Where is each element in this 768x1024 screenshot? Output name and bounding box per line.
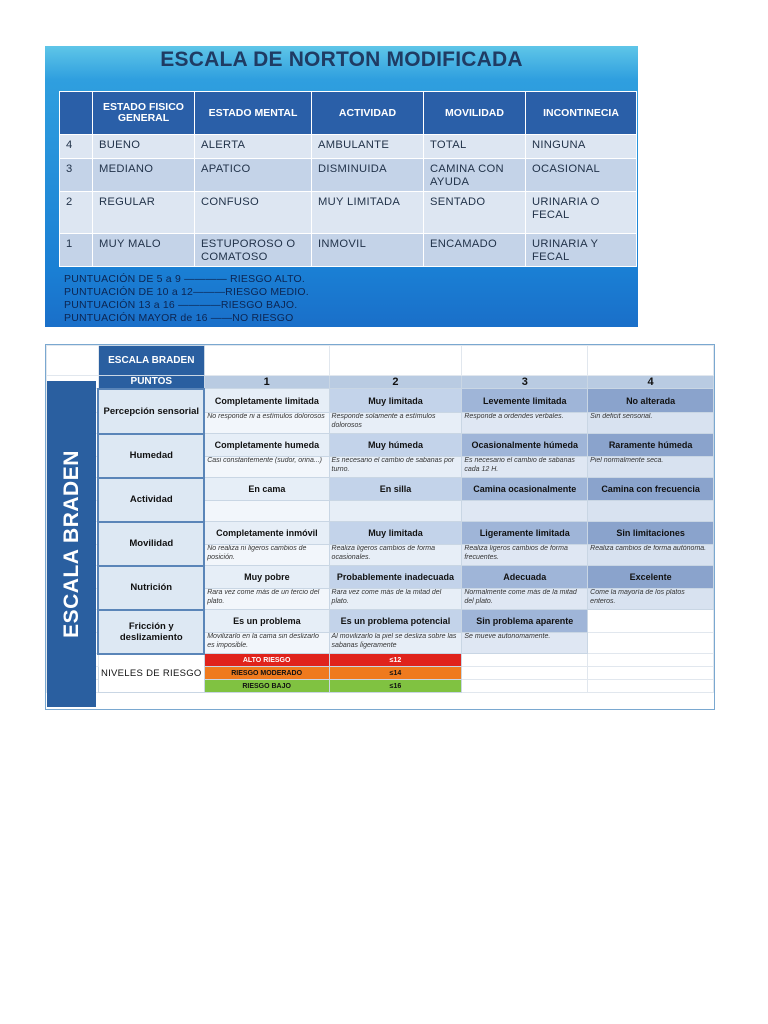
desc-cell: Es necesario el cambio de sabanas cada 12 H. [462, 457, 588, 478]
risk-level-name: ALTO RIESGO [204, 654, 329, 667]
norton-cell: ALERTA [195, 135, 312, 159]
level-cell: Camina con frecuencia [588, 478, 714, 501]
desc-cell: Casi constantemente (sudor, orina...) [204, 457, 329, 478]
point-1: 1 [204, 376, 329, 389]
level-cell: Completamente inmóvil [204, 522, 329, 545]
braden-side-banner [47, 381, 96, 707]
risk-level-name: RIESGO BAJO [204, 680, 329, 693]
row-label: Nutrición [98, 566, 204, 610]
norton-header-cell: ACTIVIDAD [312, 92, 424, 135]
row-label: Fricción y deslizamiento [98, 610, 204, 654]
risk-level-value: ≤14 [329, 667, 462, 680]
norton-header-row [60, 92, 637, 135]
braden-title-row [47, 346, 714, 376]
row-label: Actividad [98, 478, 204, 522]
norton-score-line: PUNTUACIÓN DE 10 a 12———RIESGO MEDIO. [64, 286, 309, 298]
norton-cell: ENCAMADO [424, 234, 526, 267]
braden-table [46, 345, 714, 693]
desc-cell: Normalmente come más de la mitad del plato. [462, 589, 588, 610]
desc-cell [462, 501, 588, 522]
norton-cell: OCASIONAL [526, 159, 637, 192]
puntos-label: PUNTOS [98, 376, 204, 389]
empty-cell [588, 667, 714, 680]
norton-title: ESCALA DE NORTON MODIFICADA [160, 48, 523, 71]
empty-cell [204, 346, 329, 376]
level-cell: Raramente húmeda [588, 434, 714, 457]
row-label: Percepción sensorial [98, 389, 204, 434]
risk-level-value: ≤12 [329, 654, 462, 667]
norton-score: 1 [60, 234, 93, 267]
empty-cell [588, 346, 714, 376]
norton-header-cell: ESTADO FISICO GENERAL [93, 92, 195, 135]
desc-cell: No responde ni a estímulos dolorosos [204, 413, 329, 434]
empty-cell [462, 346, 588, 376]
level-cell: Muy húmeda [329, 434, 462, 457]
risk-level-value: ≤16 [329, 680, 462, 693]
braden-row-movilidad [47, 522, 714, 545]
level-cell: Probablemente inadecuada [329, 566, 462, 589]
braden-title: ESCALA BRADEN [98, 346, 204, 376]
level-cell: Ligeramente limitada [462, 522, 588, 545]
norton-row [60, 135, 637, 159]
braden-row-actividad [47, 478, 714, 501]
desc-cell: Movilizarlo en la cama sin deslizarlo es imposible. [204, 633, 329, 654]
empty-cell [588, 633, 714, 654]
braden-side-title: ESCALA BRADEN [59, 450, 83, 638]
level-cell: Camina ocasionalmente [462, 478, 588, 501]
level-cell: Muy limitada [329, 522, 462, 545]
norton-score: 2 [60, 192, 93, 234]
norton-cell: MEDIANO [93, 159, 195, 192]
norton-cell: SENTADO [424, 192, 526, 234]
desc-cell [329, 501, 462, 522]
braden-row-humedad [47, 434, 714, 457]
norton-score: 4 [60, 135, 93, 159]
row-label: Humedad [98, 434, 204, 478]
empty-cell [588, 610, 714, 633]
desc-cell: Es necesario el cambio de sabanas por turno. [329, 457, 462, 478]
braden-row-percepcion [47, 389, 714, 413]
desc-cell [204, 501, 329, 522]
desc-cell: Rara vez come más de la mitad del plato. [329, 589, 462, 610]
desc-cell: Responde a ordendes verbales. [462, 413, 588, 434]
norton-cell: ESTUPOROSO O COMATOSO [195, 234, 312, 267]
norton-score: 3 [60, 159, 93, 192]
norton-cell: TOTAL [424, 135, 526, 159]
norton-header-cell: MOVILIDAD [424, 92, 526, 135]
empty-cell [462, 654, 588, 667]
desc-cell: Responde solamente a estímulos dolorosos [329, 413, 462, 434]
level-cell: Sin problema aparente [462, 610, 588, 633]
level-cell: No alterada [588, 389, 714, 413]
norton-cell: MUY MALO [93, 234, 195, 267]
norton-score-line: PUNTUACIÓN DE 5 a 9 ———— RIESGO ALTO. [64, 273, 305, 285]
row-label: Movilidad [98, 522, 204, 566]
level-cell: En cama [204, 478, 329, 501]
level-cell: En silla [329, 478, 462, 501]
level-cell: Es un problema potencial [329, 610, 462, 633]
norton-header-cell: INCONTINECIA [526, 92, 637, 135]
norton-row [60, 192, 637, 234]
empty-cell [588, 654, 714, 667]
norton-row [60, 159, 637, 192]
norton-cell: MUY LIMITADA [312, 192, 424, 234]
norton-cell: INMOVIL [312, 234, 424, 267]
level-cell: Adecuada [462, 566, 588, 589]
point-4: 4 [588, 376, 714, 389]
desc-cell: Come la mayoría de los platos enteros. [588, 589, 714, 610]
norton-score-line: PUNTUACIÓN MAYOR de 16 ——NO RIESGO [64, 312, 294, 324]
level-cell: Muy limitada [329, 389, 462, 413]
norton-cell: REGULAR [93, 192, 195, 234]
norton-table [59, 91, 637, 267]
norton-cell: NINGUNA [526, 135, 637, 159]
norton-score-legend [64, 273, 309, 325]
braden-row-nutricion [47, 566, 714, 589]
level-cell: Excelente [588, 566, 714, 589]
point-3: 3 [462, 376, 588, 389]
empty-cell [462, 667, 588, 680]
desc-cell: Se mueve autonomamente. [462, 633, 588, 654]
norton-header-cell: ESTADO MENTAL [195, 92, 312, 135]
desc-cell: Al movilizarlo la piel se desliza sobre las sabanas ligeramente [329, 633, 462, 654]
risk-row-high [47, 654, 714, 667]
norton-cell: DISMINUIDA [312, 159, 424, 192]
level-cell: Completamente limitada [204, 389, 329, 413]
norton-cell: CONFUSO [195, 192, 312, 234]
desc-cell: Piel normalmente seca. [588, 457, 714, 478]
level-cell: Muy pobre [204, 566, 329, 589]
braden-scale-panel [45, 344, 715, 710]
norton-score-line: PUNTUACIÓN 13 a 16 ————RIESGO BAJO. [64, 299, 298, 311]
risk-level-name: RIESGO MODERADO [204, 667, 329, 680]
empty-cell [462, 680, 588, 693]
desc-cell: Sin deficit sensorial. [588, 413, 714, 434]
risk-label: NIVELES DE RIESGO [98, 654, 204, 693]
desc-cell: Realiza ligeros cambios de forma ocasionales. [329, 545, 462, 566]
empty-cell [588, 680, 714, 693]
desc-cell: No realiza ni ligeros cambios de posición. [204, 545, 329, 566]
norton-cell: CAMINA CON AYUDA [424, 159, 526, 192]
norton-cell: APATICO [195, 159, 312, 192]
desc-cell: Realiza cambios de forma autónoma. [588, 545, 714, 566]
norton-cell: URINARIA Y FECAL [526, 234, 637, 267]
braden-points-row [47, 376, 714, 389]
level-cell: Es un problema [204, 610, 329, 633]
norton-cell: BUENO [93, 135, 195, 159]
norton-cell: URINARIA O FECAL [526, 192, 637, 234]
level-cell: Completamente humeda [204, 434, 329, 457]
norton-cell: AMBULANTE [312, 135, 424, 159]
point-2: 2 [329, 376, 462, 389]
desc-cell: Rara vez come más de un tercio del plato. [204, 589, 329, 610]
level-cell: Sin limitaciones [588, 522, 714, 545]
level-cell: Levemente limitada [462, 389, 588, 413]
norton-row [60, 234, 637, 267]
desc-cell: Realiza ligeros cambios de forma frecuentes. [462, 545, 588, 566]
braden-corner [47, 346, 99, 376]
norton-scale-panel [45, 46, 638, 327]
norton-header-cell [60, 92, 93, 135]
empty-cell [329, 346, 462, 376]
braden-row-friccion [47, 610, 714, 633]
level-cell: Ocasionalmente húmeda [462, 434, 588, 457]
desc-cell [588, 501, 714, 522]
